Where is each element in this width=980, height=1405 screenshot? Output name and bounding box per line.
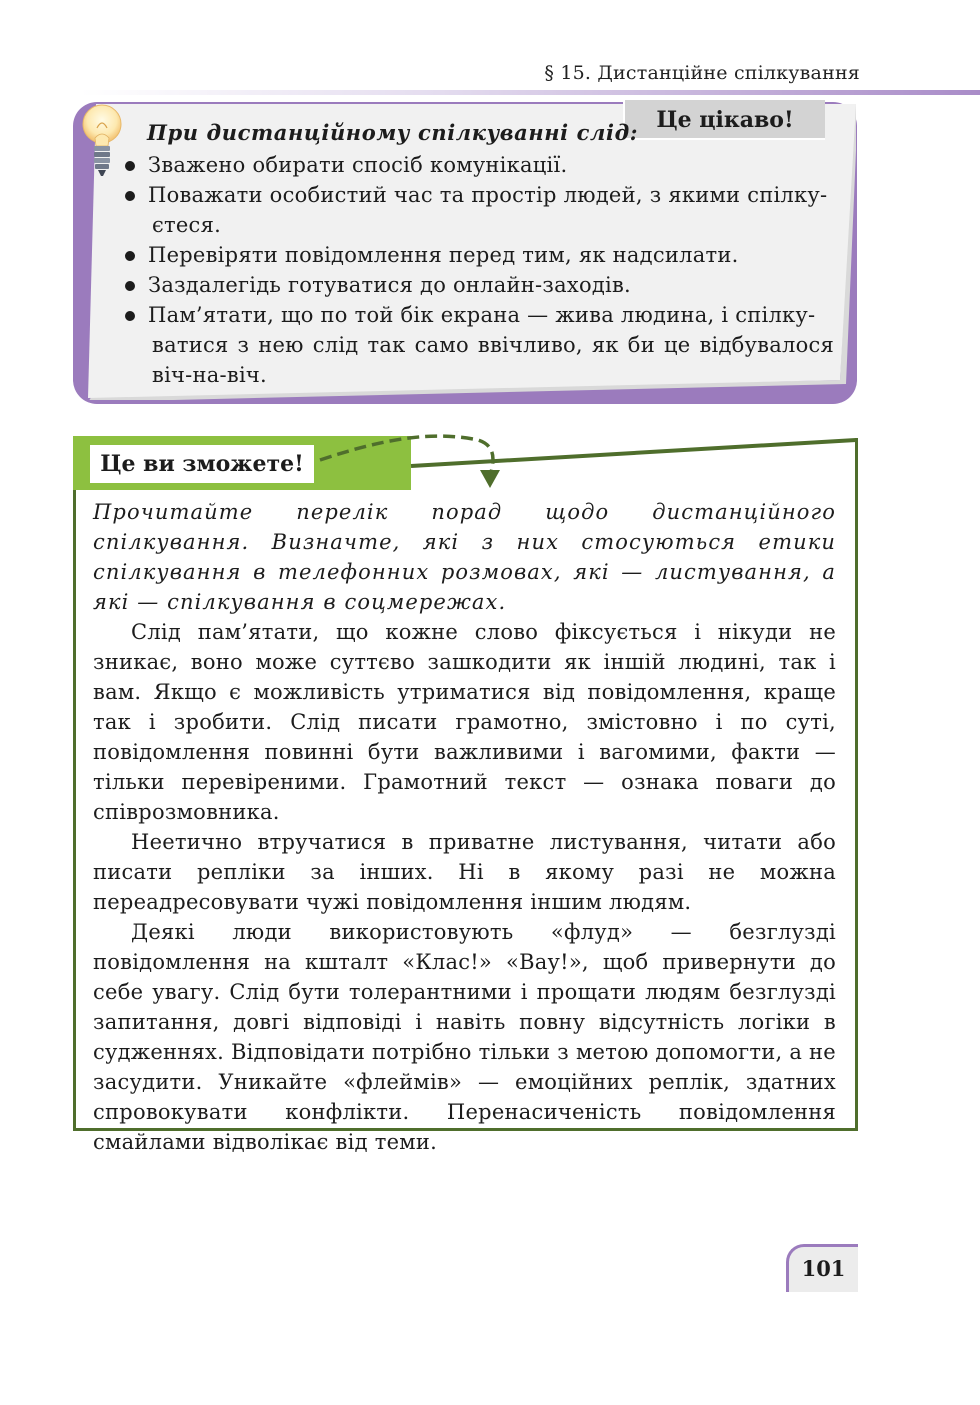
section-title: § 15. Дистанційне спілкування <box>544 62 860 84</box>
can-text <box>93 497 836 1157</box>
paragraph: Деякі люди використовують «флуд» — безглузді повідомлення на кшталт «Клас!» «Вау!», щоб привернути до себе увагу. Слід бути толерантними і прощати людям безглузді запитання, довгі відповіді і навіть повну відсутність логіки в судженнях. Відповідати потрібно тільки з метою допомогти, а не засудити. Уникайте «флеймів» — емоційних реплік, здатних спровокувати конфлікти. Перенасиченість повідомлення смайлами відволікає від теми. <box>93 920 836 1154</box>
paragraph: Слід пам’ятати, що кожне слово фіксується і нікуди не зникає, воно може суттєво зашкодити як іншій людині, так і вам. Якщо є можливість утриматися від повідомлення, краще так і зробити. Слід писати грамотно, змістовно і по суті, повідомлення повинні бути важливими і вагомими, факти — тільки перевіреними. Грамотний текст — ознака поваги до співрозмовника. <box>93 620 836 824</box>
task-text: Прочитайте перелік порад щодо дистанційного спілкування. Визначте, які з них стосуються етики спілкування в телефонних розмовах, які — листування, а які — спілкування в соцмережах. <box>93 500 836 614</box>
list-item: Зважено обирати спосіб комунікації. <box>124 150 834 180</box>
page-number: 101 <box>786 1244 858 1292</box>
interest-badge: Це цікаво! <box>623 100 825 140</box>
dashed-arrow-icon <box>0 0 980 500</box>
list-item: Перевіряти повідомлення перед тим, як надсилати. <box>124 240 834 270</box>
paragraph: Неетично втручатися в приватне листування, читати або писати репліки за інших. Ні в якому разі не можна переадресовувати чужі повідомлення іншим людям. <box>93 830 836 914</box>
list-item: Пам’ятати, що по той бік екрана — жива людина, і спілку- ватися з нею слід так само ввічливо, як би це відбувалося віч-на-віч. <box>124 300 834 390</box>
interest-heading: При дистанційному спілкуванні слід: <box>147 120 639 145</box>
list-item: Поважати особистий час та простір людей, з якими спілку- єтеся. <box>124 180 834 240</box>
list-item: Заздалегідь готуватися до онлайн-заходів. <box>124 270 834 300</box>
can-label: Це ви зможете! <box>90 445 314 483</box>
